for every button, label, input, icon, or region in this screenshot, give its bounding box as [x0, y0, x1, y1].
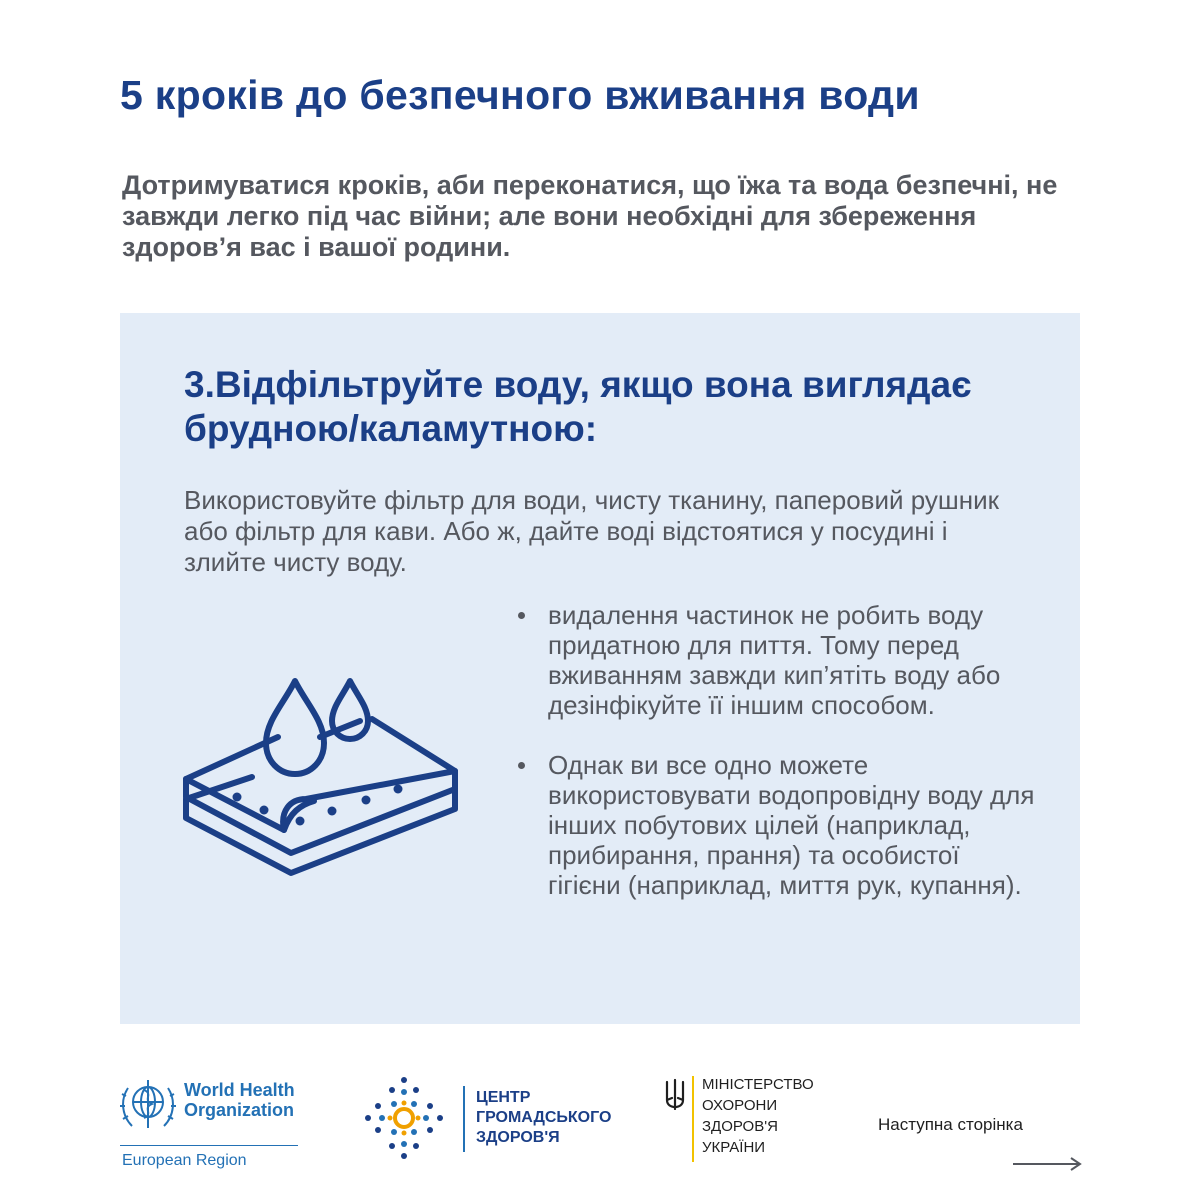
divider: [463, 1086, 465, 1152]
bullet-list: [516, 600, 1036, 930]
public-health-center-emblem-icon: [364, 1076, 444, 1160]
who-name: World Health Organization: [184, 1080, 295, 1120]
step-heading: 3.Відфільтруйте воду, якщо вона виглядає брудною/каламутною:: [184, 364, 972, 449]
bullet-dot: [518, 612, 525, 619]
intro-text: Дотримуватися кроків, аби переконатися, що їжа та вода безпечні, не завжди легко під час війни; але вони необхідні для збереження здоров’я вас і вашої родини.: [122, 170, 1058, 262]
public-health-center-logo: [364, 1076, 624, 1166]
footer: [0, 1060, 1200, 1200]
step-description: Використовуйте фільтр для води, чисту тканину, паперовий рушник або фільтр для кави. Або ж, дайте воді відстоятися у посудині і злийте чисту воду.: [184, 485, 1000, 577]
trident-icon: [664, 1078, 686, 1110]
next-page-link[interactable]: Наступна сторінка: [878, 1115, 1023, 1134]
who-logo: [118, 1072, 308, 1169]
list-item: видалення частинок не робить воду придатною для пиття. Тому перед вживанням завжди кип’ятіть воду або дезінфікуйте її іншим способом.: [516, 600, 1036, 720]
list-item: Однак ви все одно можете використовувати водопровідну воду для інших побутових цілей (наприклад, прибирання, прання) та особистої гігієни (наприклад, миття рук, купання).: [516, 750, 1036, 900]
divider: [120, 1145, 298, 1146]
divider: [692, 1076, 694, 1162]
public-health-center-name: ЦЕНТР ГРОМАДСЬКОГО ЗДОРОВ'Я: [476, 1089, 612, 1146]
who-emblem-icon: [118, 1074, 178, 1136]
bullet-dot: [518, 762, 525, 769]
who-region: European Region: [122, 1152, 247, 1169]
water-filter-layers-icon: [180, 673, 470, 903]
step-card: [120, 313, 1080, 1024]
arrow-right-icon[interactable]: [1013, 1156, 1083, 1172]
ministry-name: МІНІСТЕРСТВО ОХОРОНИ ЗДОРОВ'Я УКРАЇНИ: [702, 1076, 814, 1156]
ministry-of-health-logo: [664, 1074, 824, 1174]
page-title: 5 кроків до безпечного вживання води: [120, 72, 920, 118]
